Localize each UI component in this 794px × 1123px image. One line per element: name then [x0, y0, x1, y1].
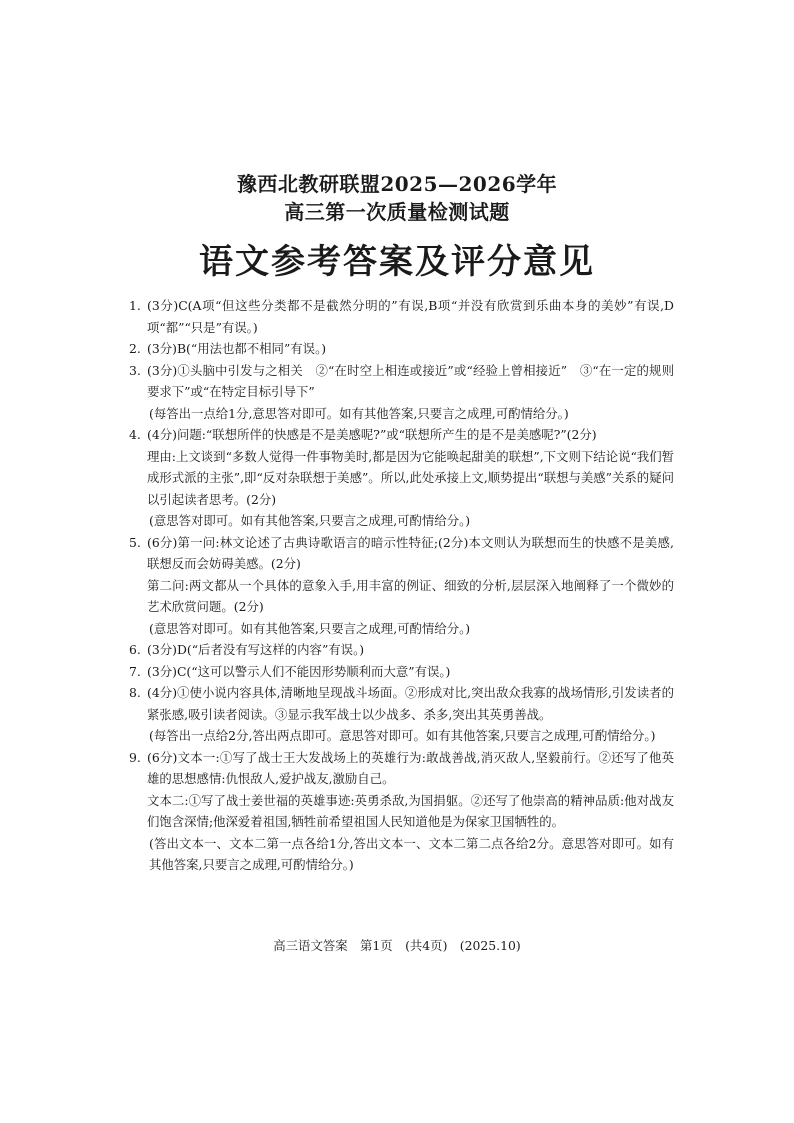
scoring-note: (每答出一点给2分,答出两点即可。意思答对即可。如有其他答案,只要言之成理,可酌情给分。) — [149, 728, 656, 743]
answer-item-3 — [129, 360, 674, 425]
answer-reason: 理由:上文谈到“多数人觉得一件事物美时,都是因为它能唤起甜美的联想”,下文则下结论说“我们暂成形式派的主张”,即“反对杂联想于美感”。所以,此处承接上文,顺势提出“联想与美感”关系的疑问以引起读者思考。(2分) — [147, 448, 674, 507]
answer-list — [129, 295, 674, 876]
answer-number: 8. — [129, 685, 141, 700]
answer-item-8 — [129, 682, 674, 747]
answer-item-9 — [129, 747, 674, 876]
answer-text: (3分)C(“这可以警示人们不能因形势顺利而大意”有误。) — [147, 663, 451, 679]
answer-text: (4分)①使小说内容具体,清晰地呈现战斗场面。②形成对比,突出敌众我寡的战场情形,引发读者的紧张感,吸引读者阅读。③显示我军战士以少战多、杀多,突出其英勇善战。 — [147, 685, 674, 722]
page-footer: 高三语文答案 第1页 (共4页) (2025.10) — [273, 938, 521, 953]
answer-number: 4. — [129, 427, 141, 442]
answer-number: 1. — [129, 298, 141, 313]
organization-title: 豫西北教研联盟2025—2026学年 — [236, 172, 558, 196]
answer-text: (4分)问题:“联想所伴的快感是不是美感呢?”或“联想所产生的是不是美感呢?”(2分) — [147, 427, 597, 442]
answer-text: (6分)第一问:林文论述了古典诗歌语言的暗示性特征;(2分)本文则认为联想而生的快感不是美感,联想反而会妨碍美感。(2分) — [147, 534, 674, 571]
document-header — [0, 170, 794, 284]
answer-number: 3. — [129, 362, 141, 378]
answer-number: 5. — [129, 534, 141, 550]
exam-title: 高三第一次质量检测试题 — [284, 200, 510, 224]
answer-text: (3分)D(“后者没有写这样的内容”有误。) — [147, 642, 365, 657]
answer-text: (6分)文本一:①写了战士王大发战场上的英雄行为:敢战善战,消灭敌人,坚毅前行。②还写了他英雄的思想感情:仇恨敌人,爱护战友,激励自己。 — [147, 749, 674, 786]
answer-item-7 — [129, 661, 674, 683]
scoring-note: (意思答对即可。如有其他答案,只要言之成理,可酌情给分。) — [149, 513, 471, 528]
answer-number: 9. — [129, 749, 141, 765]
answer-item-5 — [129, 532, 674, 640]
answer-item-6 — [129, 639, 674, 661]
answer-number: 6. — [129, 642, 141, 657]
answer-text: (3分)C(A项“但这些分类都不是截然分明的”有误,B项“并没有欣赏到乐曲本身的美妙”有误,D项“都”“只是”有误。) — [147, 298, 674, 335]
answer-item-2 — [129, 338, 674, 360]
answer-item-4 — [129, 424, 674, 532]
scoring-note: (每答出一点给1分,意思答对即可。如有其他答案,只要言之成理,可酌情给分。) — [149, 405, 569, 421]
answer-item-1 — [129, 295, 674, 338]
scoring-note: (意思答对即可。如有其他答案,只要言之成理,可酌情给分。) — [149, 620, 471, 636]
answer-number: 7. — [129, 663, 141, 679]
answer-text-two: 文本二:①写了战士姜世福的英雄事迹:英勇杀敌,为国捐躯。②还写了他崇高的精神品质:他对战友们饱含深情;他深爱着祖国,牺牲前希望祖国人民知道他是为保家卫国牺牲的。 — [147, 792, 674, 829]
document-title: 语文参考答案及评分意见 — [199, 242, 595, 282]
answer-second-part: 第二问:两文都从一个具体的意象入手,用丰富的例证、细致的分析,层层深入地阐释了一个微妙的艺术欣赏问题。(2分) — [147, 577, 674, 614]
scoring-note: (答出文本一、文本二第一点各给1分,答出文本一、文本二第二点各给2分。意思答对即可。如有其他答案,只要言之成理,可酌情给分。) — [149, 835, 674, 872]
answer-text: (3分)B(“用法也都不相同”有误。) — [147, 341, 327, 356]
answer-text: (3分)①头脑中引发与之相关 ②“在时空上相连或接近”或“经验上曾相接近” ③“在一定的规则要求下”或“在特定目标引导下” — [147, 362, 674, 399]
answer-number: 2. — [129, 341, 141, 356]
